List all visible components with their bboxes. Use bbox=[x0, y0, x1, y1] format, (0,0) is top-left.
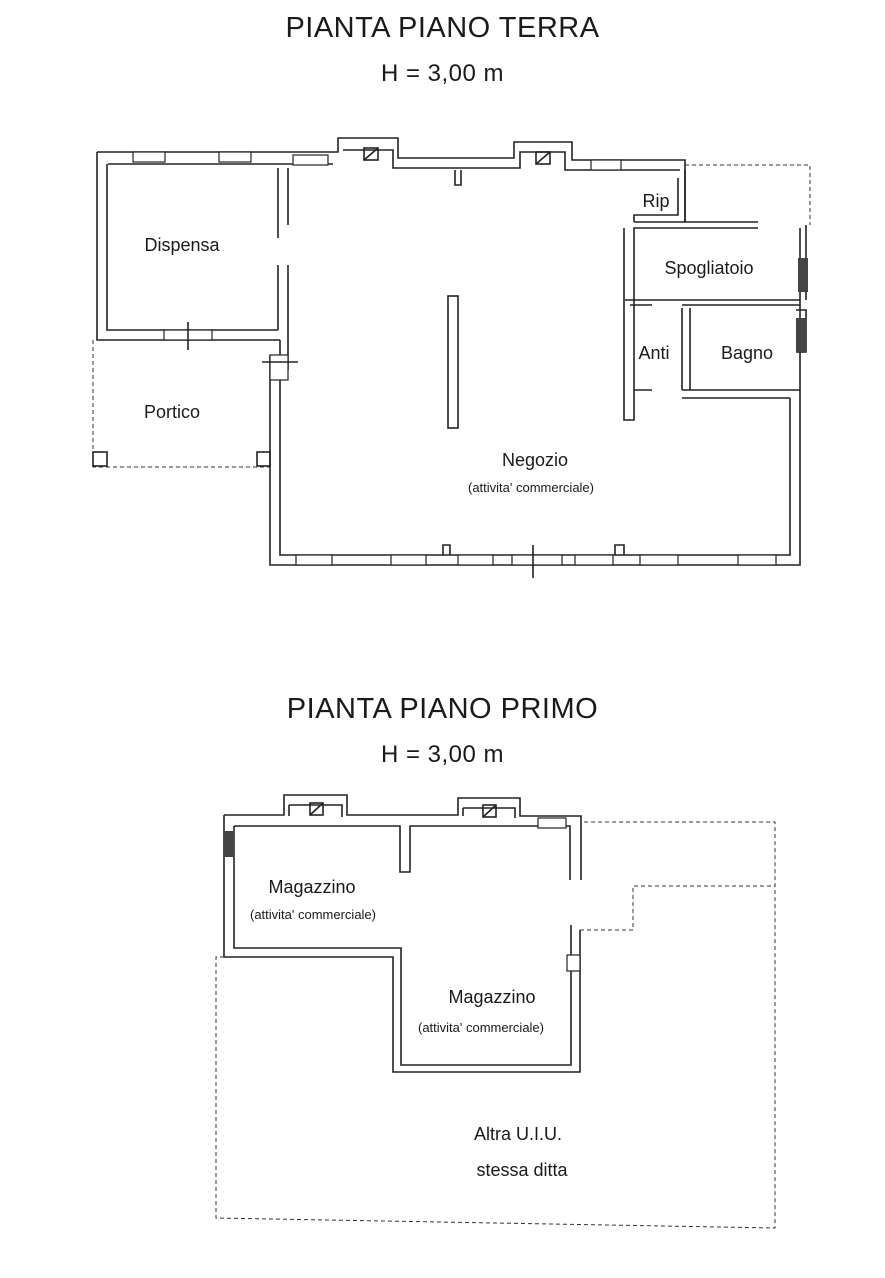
wall-notches bbox=[443, 170, 624, 555]
room-anti: Anti bbox=[638, 343, 670, 363]
portico-column-right bbox=[257, 452, 270, 466]
ground-floor-title: PIANTA PIANO TERRA bbox=[285, 12, 600, 44]
door bbox=[512, 555, 562, 565]
ground-floor-plan bbox=[93, 138, 810, 578]
window bbox=[458, 555, 493, 565]
window bbox=[133, 152, 165, 162]
door bbox=[270, 355, 288, 380]
window bbox=[296, 555, 332, 565]
window-right bbox=[796, 318, 806, 352]
ground-floor-height: H = 3,00 m bbox=[380, 60, 505, 87]
room-spogliatoio: Spogliatoio bbox=[664, 258, 754, 278]
window bbox=[738, 555, 776, 565]
window bbox=[538, 818, 566, 828]
first-floor-title: PIANTA PIANO PRIMO bbox=[286, 693, 599, 725]
room-negozio-note: (attivita' commerciale) bbox=[467, 480, 595, 495]
window-right bbox=[798, 258, 808, 292]
portico-column-left bbox=[93, 452, 107, 466]
window bbox=[293, 155, 328, 165]
courtyard-boundary bbox=[685, 165, 810, 225]
room-bagno: Bagno bbox=[720, 343, 774, 363]
room-magazzino-1-note: (attivita' commerciale) bbox=[249, 907, 377, 922]
room-magazzino-1: Magazzino bbox=[268, 877, 356, 897]
window bbox=[591, 160, 621, 170]
label-stessa-ditta: stessa ditta bbox=[476, 1160, 568, 1180]
room-rip: Rip bbox=[642, 191, 670, 211]
room-dispensa: Dispensa bbox=[144, 235, 220, 255]
first-floor-plan bbox=[216, 795, 775, 1228]
room-magazzino-2-note: (attivita' commerciale) bbox=[417, 1020, 545, 1035]
first-floor-height: H = 3,00 m bbox=[380, 741, 505, 768]
window bbox=[640, 555, 678, 565]
central-pillar bbox=[448, 296, 458, 428]
label-altra-uiu: Altra U.I.U. bbox=[473, 1124, 563, 1144]
room-magazzino-2: Magazzino bbox=[448, 987, 536, 1007]
window bbox=[575, 555, 613, 565]
room-portico: Portico bbox=[143, 402, 201, 422]
window bbox=[391, 555, 426, 565]
room-negozio: Negozio bbox=[501, 450, 569, 470]
window-right bbox=[567, 955, 580, 971]
window bbox=[219, 152, 251, 162]
ground-right-wall bbox=[796, 225, 806, 395]
window-left bbox=[224, 831, 233, 857]
